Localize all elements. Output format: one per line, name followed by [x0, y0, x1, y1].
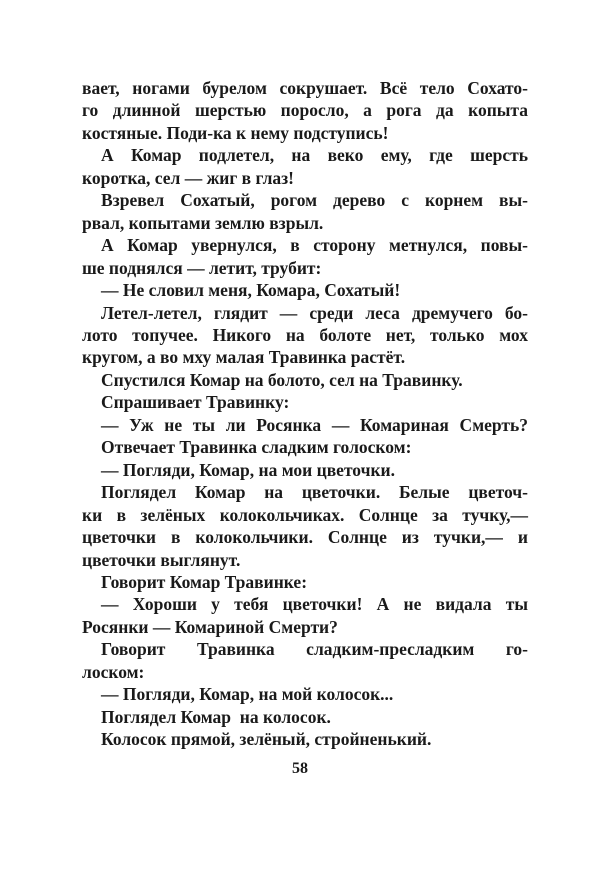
text-line: цветочки выглянут. [82, 549, 241, 570]
text-line: Говорит Травинка сладким-пресладким го- [101, 639, 528, 660]
text-line: Колосок прямой, зелёный, стройненький. [101, 729, 432, 750]
text-line: Поглядел Комар на цветочки. Белые цветоч- [101, 482, 528, 503]
text-line: лото топучее. Никого на болоте нет, только мох [82, 324, 528, 345]
text-line: го длинной шерстью поросло, а рога да копыта [82, 100, 528, 121]
text-line: вает, ногами бурелом сокрушает. Всё тело Сохато- [82, 78, 528, 98]
text-line: — Уж не ты ли Росянка — Комариная Смерть? [101, 414, 528, 435]
text-line: — Погляди, Комар, на мои цветочки. [101, 459, 396, 480]
text-line: коротка, сел — жиг в глаз! [82, 167, 294, 188]
text-line: Отвечает Травинка сладким голоском: [101, 437, 412, 458]
text-line: Росянки — Комариной Смерти? [82, 616, 338, 637]
text-line: костяные. Поди-ка к нему подступись! [82, 122, 389, 143]
text-line: Взревел Сохатый, рогом дерево с корнем вы- [101, 190, 528, 211]
text-line: ше поднялся — летит, трубит: [82, 257, 322, 278]
text-line: Спустился Комар на болото, сел на Травинку. [101, 369, 463, 390]
page-number: 58 [292, 760, 308, 777]
text-line: Летел-летел, глядит — среди леса дремучего бо- [101, 302, 528, 323]
text-line: цветочки в колокольчики. Солнце из тучки,— и [82, 527, 528, 548]
text-line: Поглядел Комар на колосок. [101, 706, 331, 727]
text-line: рвал, копытами землю взрыл. [82, 212, 324, 233]
text-line: Говорит Комар Травинке: [101, 571, 308, 592]
text-line: лоском: [82, 661, 145, 682]
text-line: — Не словил меня, Комара, Сохатый! [101, 280, 401, 301]
text-line: А Комар увернулся, в сторону метнулся, повы- [101, 235, 528, 256]
text-line: — Хороши у тебя цветочки! А не видала ты [101, 594, 528, 615]
text-line: А Комар подлетел, на веко ему, где шерсть [101, 145, 528, 166]
text-line: ки в зелёных колокольчиках. Солнце за тучку,— [82, 504, 528, 525]
page-text [82, 77, 528, 751]
text-line: кругом, а во мху малая Травинка растёт. [82, 347, 406, 368]
text-line: Спрашивает Травинку: [101, 392, 290, 413]
text-line: — Погляди, Комар, на мой колосок... [101, 684, 394, 705]
